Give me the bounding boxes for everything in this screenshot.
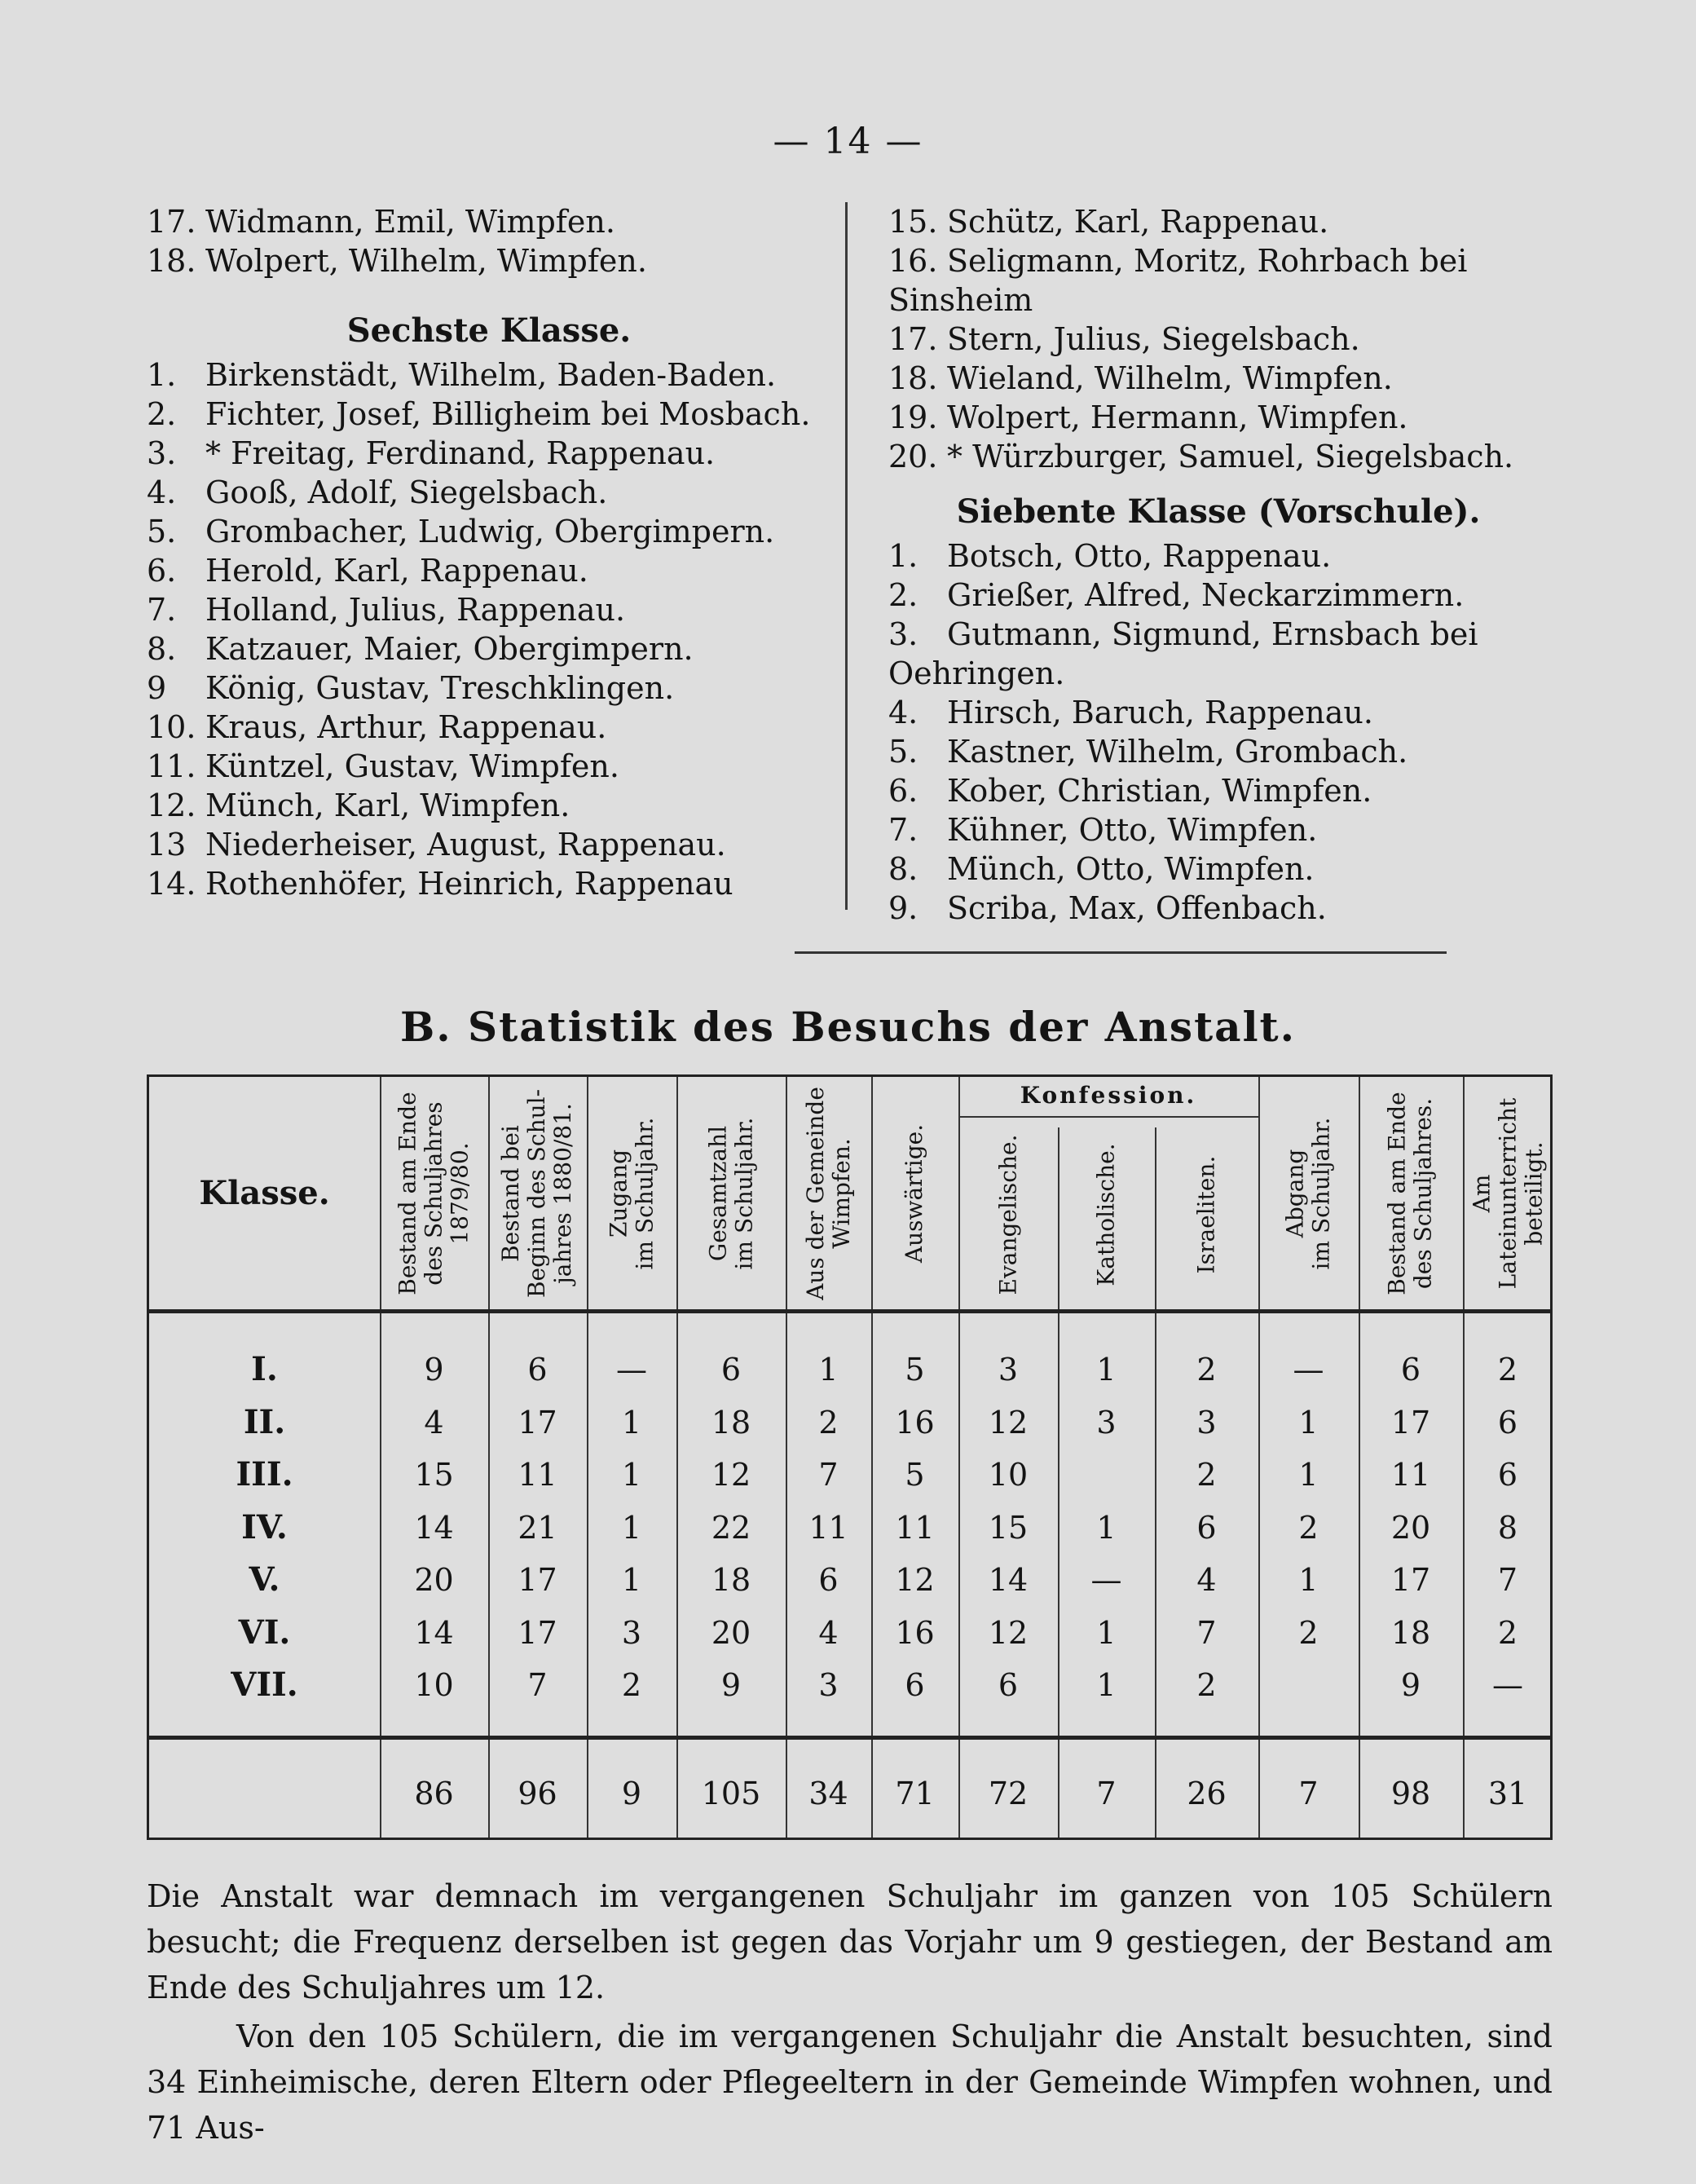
list-item-text: Küntzel, Gustav, Wimpfen.: [205, 748, 619, 784]
list-item: [147, 786, 831, 825]
table-cell: 2: [1298, 1614, 1319, 1651]
column-header-c7: [958, 1119, 1058, 1309]
list-item-text: Katzauer, Maier, Obergimpern.: [205, 631, 694, 667]
list-item-number: 8.: [147, 631, 177, 667]
list-item-number: 1.: [888, 538, 918, 574]
list-item: [147, 708, 831, 747]
table-cell: 2: [1497, 1352, 1518, 1388]
table-cell: 11: [808, 1509, 848, 1546]
column-header-text: Am Lateinunterricht beteiligt.: [1468, 1097, 1547, 1289]
list-item-number: 17.: [147, 204, 196, 240]
column-header-c5: [786, 1077, 871, 1309]
list-item: [147, 629, 831, 668]
table-cell: 21: [518, 1509, 557, 1546]
list-item: [147, 864, 831, 903]
list-item: [147, 668, 831, 708]
table-cell: 9: [424, 1352, 444, 1388]
table-cell: 2: [1196, 1352, 1217, 1388]
table-cell: 12: [988, 1614, 1029, 1651]
list-item-number: 14.: [147, 866, 196, 902]
table-cell: 7: [818, 1457, 839, 1493]
row-label: I.: [251, 1350, 278, 1388]
list-item-number: 1.: [147, 357, 177, 393]
list-item: [147, 202, 831, 241]
list-item-text: Gutmann, Sigmund, Ernsbach bei Oehringen.: [888, 616, 1478, 691]
table-cell: 1: [818, 1352, 839, 1388]
list-item-number: 6.: [147, 553, 177, 589]
list-item-text: Herold, Karl, Rappenau.: [205, 553, 588, 589]
table-header-rule: [149, 1309, 1550, 1313]
heading-siebente-klasse: Siebente Klasse (Vorschule).: [956, 492, 1481, 531]
list-item-text: Grombacher, Ludwig, Obergimpern.: [205, 514, 775, 549]
list-item: [147, 825, 831, 864]
column-header-text: Zugang im Schuljahr.: [605, 1117, 659, 1269]
table-cell: 6: [905, 1667, 925, 1703]
list-item-number: 5.: [888, 734, 918, 770]
column-header-c11: [1359, 1077, 1463, 1309]
column-header-text: Bestand bei Beginn des Schul- jahres 1880/81.: [497, 1088, 577, 1298]
list-item-number: 10.: [147, 709, 196, 745]
table-cell: 4: [424, 1404, 444, 1441]
list-item: [888, 693, 1548, 732]
table-cell: 12: [711, 1457, 751, 1493]
table-cell: 1: [621, 1562, 642, 1598]
list-item: [147, 355, 831, 395]
table-cell: 5: [905, 1352, 925, 1388]
table-cell: 7: [1196, 1614, 1217, 1651]
column-header-text: Aus der Gemeinde Wimpfen.: [801, 1086, 855, 1300]
list-item-number: 6.: [888, 773, 918, 809]
table-cell: 6: [998, 1667, 1019, 1703]
column-header-text: Klasse.: [199, 1174, 330, 1212]
column-header-text: Gesamtzahl im Schuljahr.: [704, 1117, 758, 1269]
table-cell: 5: [905, 1457, 925, 1493]
list-item: [888, 732, 1548, 771]
list-item: [888, 320, 1548, 359]
list-item: [147, 590, 831, 629]
list-item-number: 4.: [147, 474, 177, 510]
list-item-text: Niederheiser, August, Rappenau.: [205, 827, 726, 863]
list-item-number: 2.: [888, 577, 918, 613]
list-item-text: Scriba, Max, Offenbach.: [947, 890, 1327, 926]
list-item-text: König, Gustav, Treschklingen.: [205, 670, 675, 706]
table-cell: 1: [621, 1404, 642, 1441]
konfession-rule: [958, 1116, 1258, 1118]
table-cell: 1: [1298, 1404, 1319, 1441]
table-cell: 6: [1196, 1509, 1217, 1546]
table-cell: 1: [1298, 1562, 1319, 1598]
list-item-text: * Freitag, Ferdinand, Rappenau.: [205, 435, 716, 471]
column-header-text: Katholische.: [1092, 1142, 1120, 1286]
table-cell: 2: [1298, 1509, 1319, 1546]
left-column: [147, 202, 831, 903]
list-item: [888, 437, 1548, 476]
list-item: [147, 473, 831, 512]
list-item: [147, 241, 831, 280]
column-header-text: Bestand am Ende des Schuljahres 1879/80.: [394, 1091, 474, 1295]
list-item-number: 12.: [147, 788, 196, 823]
column-header-c12: [1463, 1077, 1553, 1309]
table-cell: 17: [518, 1404, 557, 1441]
list-item: [888, 889, 1548, 928]
column-header-klasse: [149, 1077, 380, 1309]
table-cell: 10: [414, 1667, 454, 1703]
column-header-c4: [676, 1077, 786, 1309]
column-header-c6: [871, 1077, 958, 1309]
table-cell: 6: [1497, 1457, 1518, 1493]
table-cell: 11: [518, 1457, 557, 1493]
table-cell: 1: [1096, 1667, 1117, 1703]
table-cell: 3: [1096, 1404, 1117, 1441]
list-item: [147, 512, 831, 551]
table-cell: 14: [414, 1614, 454, 1651]
table-cell: 7: [1497, 1562, 1518, 1598]
table-cell: 2: [818, 1404, 839, 1441]
list-item: [147, 434, 831, 473]
table-cell: 11: [1390, 1457, 1431, 1493]
list-item-text: Wolpert, Hermann, Wimpfen.: [947, 399, 1408, 435]
list-item-text: Fichter, Josef, Billigheim bei Mosbach.: [205, 396, 811, 432]
table-cell: 14: [414, 1509, 454, 1546]
paragraph-frequency: Die Anstalt war demnach im vergangenen Schuljahr im ganzen von 105 Schülern besucht; die Frequenz derselben ist gegen das Vorjahr um 9 gestiegen, der Bestand am Ende des Schuljahres um 12.: [147, 1878, 1553, 2005]
table-cell: 14: [988, 1562, 1029, 1598]
table-cell: 6: [1400, 1352, 1421, 1388]
list-item-text: * Würzburger, Samuel, Siegelsbach.: [947, 439, 1514, 474]
table-cell: 3: [1196, 1404, 1217, 1441]
table-cell: 1: [1096, 1509, 1117, 1546]
table-cell: 20: [414, 1562, 454, 1598]
table-cell: 2: [1196, 1457, 1217, 1493]
list-item-number: 8.: [888, 851, 918, 887]
column-divider: [845, 202, 848, 910]
list-item-text: Hirsch, Baruch, Rappenau.: [947, 695, 1373, 730]
paragraph-students: Von den 105 Schülern, die im vergangenen Schuljahr die Anstalt besuchten, sind 34 Einheimische, deren Eltern oder Pflegeeltern in der Gemeinde Wimpfen wohnen, und 71 Aus-: [147, 2019, 1553, 2146]
list-item: [888, 398, 1548, 437]
row-label: II.: [243, 1402, 286, 1441]
table-cell: 20: [1390, 1509, 1431, 1546]
table-cell: 18: [711, 1562, 751, 1598]
list-item-number: 7.: [147, 592, 177, 628]
total-cell: 71: [895, 1776, 935, 1811]
table-cell: 18: [1390, 1614, 1431, 1651]
row-label: V.: [249, 1560, 280, 1599]
table-cell: 7: [527, 1667, 548, 1703]
list-item-text: Rothenhöfer, Heinrich, Rappenau: [205, 866, 733, 902]
list-item-text: Kober, Christian, Wimpfen.: [947, 773, 1372, 809]
total-cell: 7: [1298, 1776, 1319, 1811]
table-cell: 6: [527, 1352, 548, 1388]
list-item-number: 3.: [888, 616, 918, 652]
total-cell: 26: [1187, 1776, 1227, 1811]
list-item-text: Wolpert, Wilhelm, Wimpfen.: [205, 243, 647, 279]
list-item-text: Grießer, Alfred, Neckarzimmern.: [947, 577, 1465, 613]
list-item-text: Seligmann, Moritz, Rohrbach bei Sinsheim: [888, 243, 1468, 318]
table-cell: 1: [621, 1509, 642, 1546]
list-item-number: 4.: [888, 695, 918, 730]
total-cell: 72: [988, 1776, 1029, 1811]
right-column: [888, 202, 1548, 928]
list-item: [888, 615, 1548, 693]
section-title: B. Statistik des Besuchs der Anstalt.: [399, 1003, 1297, 1051]
list-item-number: 9: [147, 670, 167, 706]
list-item-number: 18.: [147, 243, 196, 279]
table-cell: 17: [518, 1562, 557, 1598]
list-item-text: Gooß, Adolf, Siegelsbach.: [205, 474, 608, 510]
table-cell: 1: [1096, 1614, 1117, 1651]
table-cell: 15: [988, 1509, 1029, 1546]
table-cell: 2: [1196, 1667, 1217, 1703]
list-item: [888, 359, 1548, 398]
list-item-text: Münch, Karl, Wimpfen.: [205, 788, 570, 823]
list-item-text: Kühner, Otto, Wimpfen.: [947, 812, 1318, 848]
total-cell: 9: [621, 1776, 642, 1811]
table-cell: 1: [1298, 1457, 1319, 1493]
list-item-text: Wieland, Wilhelm, Wimpfen.: [947, 360, 1393, 396]
total-cell: 98: [1390, 1776, 1431, 1811]
total-cell: 34: [808, 1776, 848, 1811]
list-item-text: Kastner, Wilhelm, Grombach.: [947, 734, 1408, 770]
table-cell: 4: [818, 1614, 839, 1651]
list-item: [888, 576, 1548, 615]
list-item: [888, 202, 1548, 241]
list-item-number: 16.: [888, 243, 938, 279]
table-cell: 17: [1390, 1404, 1431, 1441]
table-cell: [1058, 1451, 1155, 1498]
statistics-table: [147, 1074, 1553, 1840]
table-cell: —: [1492, 1667, 1523, 1703]
table-cell: 16: [895, 1404, 935, 1441]
list-item-number: 5.: [147, 514, 177, 549]
table-cell: 16: [895, 1614, 935, 1651]
table-cell: 3: [621, 1614, 642, 1651]
column-header-text: Bestand am Ende des Schuljahres.: [1384, 1091, 1437, 1295]
column-header-c3: [587, 1077, 676, 1309]
column-header-text: Evangelische.: [994, 1134, 1022, 1295]
table-cell: 1: [621, 1457, 642, 1493]
total-cell: 31: [1487, 1776, 1528, 1811]
table-cell: 22: [711, 1509, 751, 1546]
table-cell: 10: [988, 1457, 1029, 1493]
list-item-text: Birkenstädt, Wilhelm, Baden-Baden.: [205, 357, 777, 393]
table-cell: 4: [1196, 1562, 1217, 1598]
table-cell: 2: [621, 1667, 642, 1703]
table-cell: 3: [998, 1352, 1019, 1388]
column-header-c1: [380, 1077, 488, 1309]
column-header-text: Abgang im Schuljahr.: [1281, 1117, 1335, 1269]
column-header-c10: [1258, 1077, 1359, 1309]
page-number: — 14 —: [773, 121, 923, 162]
row-label: VII.: [231, 1666, 298, 1704]
table-cell: 15: [414, 1457, 454, 1493]
column-header-text: Auswärtige.: [901, 1123, 928, 1263]
list-item-text: Widmann, Emil, Wimpfen.: [205, 204, 615, 240]
list-item-number: 17.: [888, 321, 938, 357]
row-label: III.: [236, 1455, 293, 1494]
list-item: [888, 536, 1548, 576]
table-cell: 11: [895, 1509, 935, 1546]
table-cell: 8: [1497, 1509, 1518, 1546]
table-cell: 2: [1497, 1614, 1518, 1651]
table-cell: 9: [1400, 1667, 1421, 1703]
column-header-text: Israeliten.: [1192, 1155, 1220, 1273]
table-cell: 1: [1096, 1352, 1117, 1388]
list-item-number: 9.: [888, 890, 918, 926]
list-item-number: 11.: [147, 748, 196, 784]
list-item: [147, 395, 831, 434]
table-cell: 3: [818, 1667, 839, 1703]
list-item: [888, 241, 1548, 320]
table-cell: 18: [711, 1404, 751, 1441]
list-item: [888, 771, 1548, 810]
list-item-number: 18.: [888, 360, 938, 396]
list-item-number: 2.: [147, 396, 177, 432]
list-item-text: Botsch, Otto, Rappenau.: [947, 538, 1332, 574]
list-item-text: Kraus, Arthur, Rappenau.: [205, 709, 607, 745]
list-item-number: 15.: [888, 204, 938, 240]
row-label: VI.: [238, 1613, 291, 1652]
table-cell: —: [616, 1352, 647, 1388]
list-item-number: 3.: [147, 435, 177, 471]
total-cell: 96: [518, 1776, 557, 1811]
separator-line: [795, 951, 1447, 954]
table-total-rule: [149, 1736, 1550, 1740]
table-cell: 6: [720, 1352, 742, 1388]
list-item-number: 13: [147, 827, 187, 863]
heading-sechste-klasse: Sechste Klasse.: [346, 311, 632, 350]
table-cell: —: [1090, 1562, 1122, 1598]
list-item-text: Schütz, Karl, Rappenau.: [947, 204, 1329, 240]
table-cell: 12: [988, 1404, 1029, 1441]
table-cell: 9: [720, 1667, 742, 1703]
table-cell: —: [1293, 1352, 1324, 1388]
list-item-number: 7.: [888, 812, 918, 848]
list-item: [888, 810, 1548, 849]
table-cell: [1258, 1661, 1359, 1709]
total-cell: 7: [1096, 1776, 1117, 1811]
list-item-text: Münch, Otto, Wimpfen.: [947, 851, 1315, 887]
table-cell: 17: [518, 1614, 557, 1651]
list-item-text: Stern, Julius, Siegelsbach.: [947, 321, 1360, 357]
table-cell: 6: [818, 1562, 839, 1598]
column-header-c9: [1155, 1119, 1258, 1309]
list-item-number: 20.: [888, 439, 938, 474]
list-item-number: 19.: [888, 399, 938, 435]
row-label: IV.: [241, 1507, 288, 1546]
column-header-c8: [1058, 1119, 1155, 1309]
list-item: [888, 849, 1548, 889]
column-header-c2: [488, 1077, 587, 1309]
table-cell: 6: [1497, 1404, 1518, 1441]
table-cell: 20: [711, 1614, 751, 1651]
list-item: [147, 747, 831, 786]
table-cell: 17: [1390, 1562, 1431, 1598]
list-item-text: Holland, Julius, Rappenau.: [205, 592, 626, 628]
total-cell: 105: [701, 1776, 761, 1811]
table-cell: 12: [895, 1562, 935, 1598]
list-item: [147, 551, 831, 590]
total-cell: 86: [414, 1776, 454, 1811]
konfession-header: Konfession.: [1020, 1082, 1197, 1109]
